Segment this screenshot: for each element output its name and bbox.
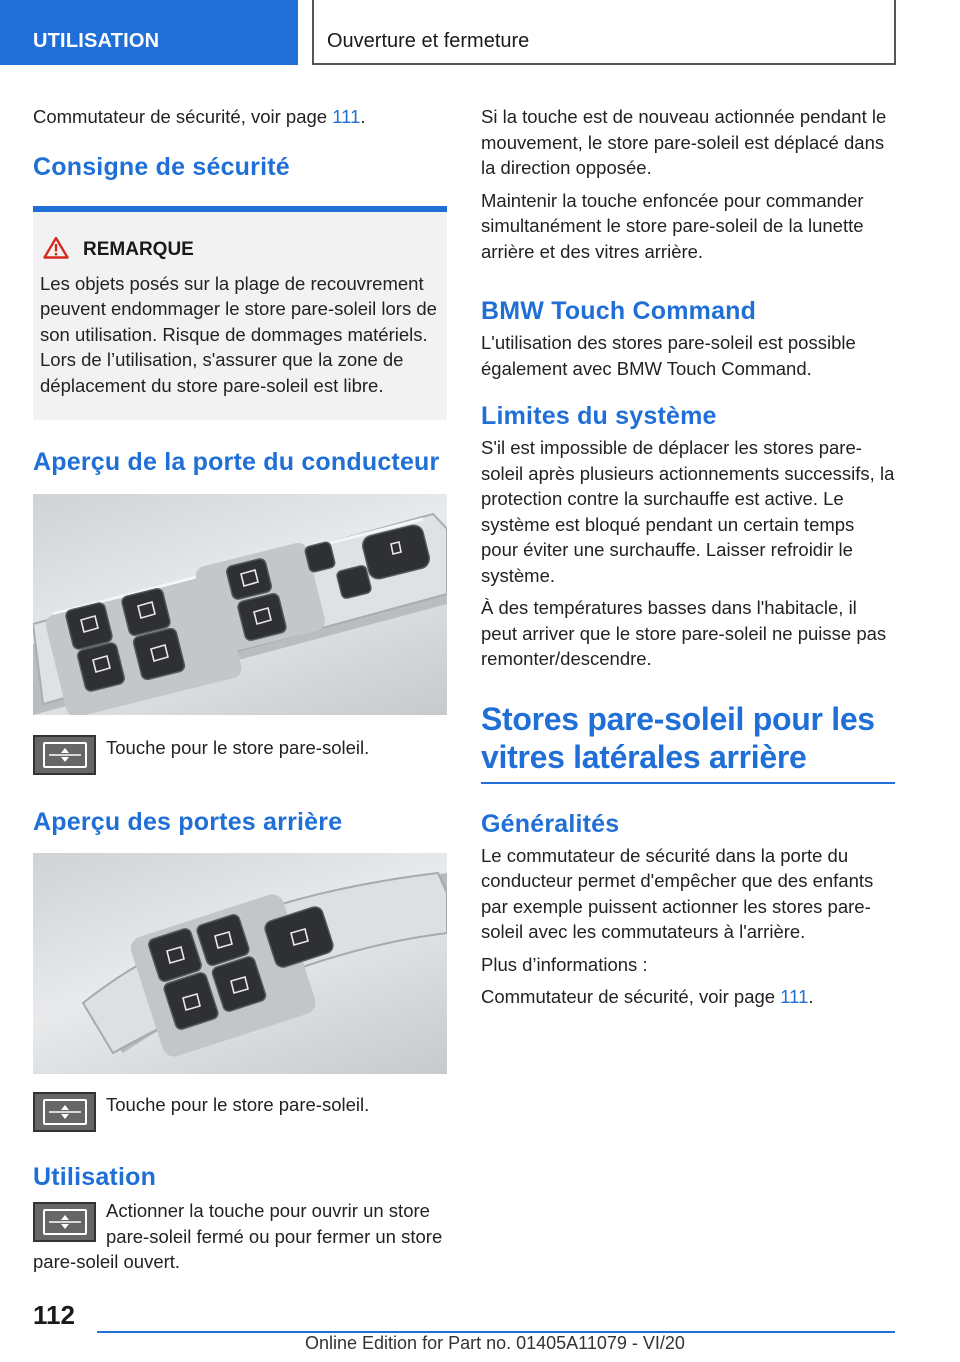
warning-text: Les objets posés sur la plage de recouvrement peuvent endommager le store pare-soleil lors de son utilisation. Risque de dommages matériels. Lors de l’utilisation, s'assurer que la zone de déplacement du store pare-soleil est libre. <box>40 272 437 396</box>
touch-command-heading: BMW Touch Command <box>481 297 757 325</box>
more-info-label: Plus d’informations : <box>481 953 648 975</box>
chapter-tab <box>312 0 896 65</box>
reverse-paragraph: Si la touche est de nouveau actionnée pendant le mouvement, le store pare-soleil est déplacé dans la direction opposée. <box>481 106 887 178</box>
side-windows-heading: Stores pare-soleil pour les vitres latérales arrière <box>481 700 875 775</box>
warning-title: REMARQUE <box>83 239 194 260</box>
touch-command-text: L'utilisation des stores pare-soleil est possible également avec BMW Touch Command. <box>481 332 856 379</box>
reference-end: . <box>808 986 814 1007</box>
warning-box <box>33 206 447 421</box>
warning-header <box>43 236 441 265</box>
driver-door-heading: Aperçu de la porte du conducteur <box>33 448 440 476</box>
section-title: UTILISATION <box>33 30 160 52</box>
page-number: 112 <box>33 1300 75 1330</box>
right-column <box>481 104 895 1010</box>
driver-caption: Touche pour le store pare-soleil. <box>106 737 370 758</box>
page-link-111[interactable]: 111 <box>780 986 809 1007</box>
sunblind-button-icon <box>33 1092 96 1132</box>
reference-paragraph <box>481 984 895 1010</box>
reference-text: Commutateur de sécurité, voir page <box>481 986 781 1007</box>
general-text: Le commutateur de sécurité dans la porte du conducteur permet d'empêcher que des enfants par exemple puissent actionner les stores paresoleil avec les commutateurs à l'arrière. <box>481 844 874 942</box>
page-link-111[interactable]: 111 <box>332 106 361 127</box>
warning-triangle-icon <box>43 236 83 265</box>
safety-heading: Consigne de sécurité <box>33 152 290 181</box>
intro-paragraph <box>33 104 447 130</box>
general-heading: Généralités <box>481 809 620 838</box>
heading-rule <box>481 782 895 784</box>
section-tab <box>0 0 298 65</box>
system-limits-heading: Limites du système <box>481 402 717 430</box>
hold-paragraph: Maintenir la touche enfoncée pour commander simultanément le store pare-soleil de la lunette arrière et des vitres arrière. <box>481 189 864 262</box>
low-temperature-text: À des températures basses dans l'habitacle, il peut arriver que le store pare-soleil ne puisse pas remonter/descendre. <box>481 597 887 669</box>
rear-caption: Touche pour le store pare-soleil. <box>106 1094 370 1115</box>
rear-doors-heading: Aperçu des portes arrière <box>33 808 343 836</box>
sunblind-button-icon <box>33 1202 96 1242</box>
system-limits-text: S'il est impossible de déplacer les stores paresoleil après plusieurs actionnements successifs, la protection contre la surchauffe est active. Le système est bloqué pendant un certain temps pour éviter une surchauffe. Laisser refroidir le système. <box>481 437 895 586</box>
usage-block <box>33 1198 447 1275</box>
rear-door-switch-photo <box>33 853 447 1074</box>
driver-caption-row <box>33 735 447 775</box>
sunblind-button-icon <box>33 735 96 775</box>
rear-caption-row <box>33 1092 447 1132</box>
chapter-title: Ouverture et fermeture <box>327 30 530 52</box>
usage-text: Actionner la touche pour ouvrir un store pare-soleil fermé ou pour fermer un store pare-soleil ouvert. <box>33 1200 443 1272</box>
left-column <box>33 104 447 1275</box>
driver-door-switch-photo <box>33 494 447 715</box>
edition-text: Online Edition for Part no. 01405A11079 - VI/20 <box>305 1333 685 1353</box>
usage-heading: Utilisation <box>33 1163 157 1191</box>
intro-end: . <box>360 106 366 127</box>
intro-text: Commutateur de sécurité, voir page <box>33 106 333 127</box>
